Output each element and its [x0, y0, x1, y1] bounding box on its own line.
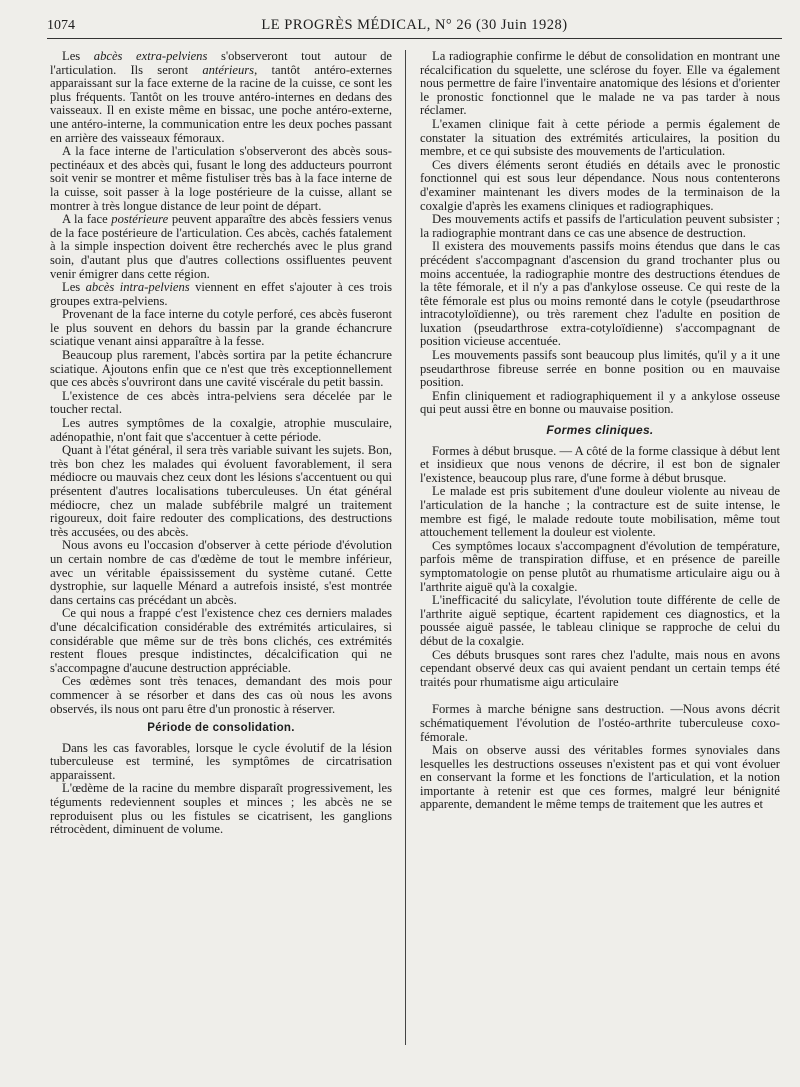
right-column	[420, 50, 780, 1050]
paragraph: Ces débuts brusques sont rares chez l'adulte, mais nous en avons cependant observé deux cas qui avaient pendant un certain temps été traités pour rhumatisme aigu articulaire	[420, 647, 780, 689]
paragraph: Ces symptômes locaux s'accompagnent d'évolution de température, parfois même de transpiration diffuse, et en présence de pareille symptomatologie on pense plutôt au rhumatisme articulaire aigu ou à l'arthrite aiguë qu'à la coxalgie.	[420, 538, 780, 594]
paragraph: Dans les cas favorables, lorsque le cycle évolutif de la lésion tuberculeuse est terminé, les symptômes de circatrisation apparaissent.	[50, 740, 392, 782]
paragraph: Les abcès intra-pelviens viennent en effet s'ajouter à ces trois groupes extra-pelviens.	[50, 280, 392, 308]
paragraph: La radiographie confirme le début de consolidation en montrant une récalcification du squelette, une sclérose du foyer. Elle va également nous permettre de faire l'inventaire anatomique des lésions et d'orienter le pronostic fonctionnel que le malade ne va pas tarder à nous réclamer.	[420, 50, 780, 118]
spacer	[420, 689, 780, 703]
paragraph: Nous avons eu l'occasion d'observer à cette période d'évolution un certain nombre de cas d'œdème de tout le membre inférieur, avec un véritable épaississement du système cutané. Cette dystrophie, sur laquelle Ménard a autrefois insisté, s'est montrée dans certains cas précédant un abcès.	[50, 538, 392, 607]
paragraph: Ces œdèmes sont très tenaces, demandant des mois pour commencer à se résorber et dans des cas où nous les avons observés, ils nous ont paru être d'un pronostic à réserver.	[50, 674, 392, 716]
paragraph: L'inefficacité du salicylate, l'évolution toute différente de celle de l'arthrite aiguë septique, écartent rapidement ces diagnostics, et la poussée aiguë passée, le tableau clinique se rapproche de celui du début de la coxalgie.	[420, 593, 780, 648]
paragraph: Enfin cliniquement et radiographiquement il y a ankylose osseuse qui peut aussi être en bonne ou mauvaise position.	[420, 388, 780, 417]
paragraph: Quant à l'état général, il sera très variable suivant les sujets. Bon, très bon chez les malades qui évoluent favorablement, il sera médiocre ou mauvais chez ceux dont les lésions s'accentuent ou qui présentent d'autres localisations tuberculeuses. Un état général médiocre, chez un malade subfébrile malgré un traitement rigoureux, doit faire redouter des complications, des destructions très accusées, ou des abcès.	[50, 443, 392, 539]
page-number: 1074	[47, 18, 75, 33]
left-column	[50, 50, 392, 1050]
paragraph: L'examen clinique fait à cette période a permis également de constater la situation des extrémités articulaires, la position du membre, et ce qui subsiste des mouvements de l'articulation.	[420, 116, 780, 159]
paragraph: Le malade est pris subitement d'une douleur violente au niveau de l'articulation de la hanche ; la contracture est de suite intense, le membre est figé, le malade redoute toute mobilisation, même tout attouchement tellement la douleur est violente.	[420, 484, 780, 540]
paragraph: L'existence de ces abcès intra-pelviens sera décelée par le toucher rectal.	[50, 388, 392, 417]
paragraph: Formes à marche bénigne sans destruction. —Nous avons décrit schématiquement l'évolution de l'ostéo-arthrite tuberculeuse coxo-fémorale.	[420, 702, 780, 744]
section-heading-formes-cliniques: Formes cliniques.	[546, 423, 654, 438]
paragraph: Les autres symptômes de la coxalgie, atrophie musculaire, adénopathie, n'ont fait que s'accentuer à cette période.	[50, 416, 392, 444]
running-title: LE PROGRÈS MÉDICAL, N° 26 (30 Juin 1928)	[261, 17, 568, 33]
column-divider	[405, 50, 406, 1045]
paragraph: Les abcès extra-pelviens s'observeront tout autour de l'articulation. Ils seront antérieurs, tantôt antéro-externes apparaissant sur la face externe de la racine de la cuisse, ce sont les plus fréquents. Tantôt on les trouve antéro-internes en dedans des vaisseaux. Il en existe même en bissac, une poche antéro-externe, une antéro-interne, la communication entre les deux poches passant en arrière des vaisseaux fémoraux.	[50, 50, 392, 145]
paragraph: Mais on observe aussi des véritables formes synoviales dans lesquelles les destructions osseuses n'existent pas et qui vont évoluer en conservant la forme et les fonctions de l'articulation, et la notion importante à retenir est que ces formes, malgré leur bénignité apparente, demandent le même temps de traitement que les autres et	[420, 743, 780, 812]
paragraph: A la face interne de l'articulation s'observeront des abcès sous-pectinéaux et des abcès qui, fusant le long des adducteurs pourront soit venir se montrer et même fistuliser très bas à la face interne de la cuisse, soit passer à la loge postérieure de la cuisse, allant se montrer à très longue distance de leur point de départ.	[50, 144, 392, 213]
paragraph: Il existera des mouvements passifs moins étendus que dans le cas précédent s'accompagnant d'ascension du grand trochanter plus ou moins accentuée, la radiographie montre des destructions étendues de la tête fémorale, et il n'y a pas d'ankylose osseuse. Ce qui reste de la tête fémorale est plus ou moins remonté dans le cotyle (pseudarthrose intracotyloïdienne), ou très rarement chez l'adulte en position de luxation (pseudarthrose extra-cotyloïdienne) s'accompagnant de position vicieuse accentuée.	[420, 239, 780, 349]
paragraph: L'œdème de la racine du membre disparaît progressivement, les téguments redeviennent souples et minces ; les abcès ne se reproduisent plus ou les fistules se cicatrisent, les ganglions rétrocèdent, diminuent de volume.	[50, 781, 392, 837]
paragraph: Des mouvements actifs et passifs de l'articulation peuvent subsister ; la radiographie montrant dans ce cas une absence de destruction.	[420, 212, 780, 240]
paragraph: Beaucoup plus rarement, l'abcès sortira par la petite échancrure sciatique. Ajoutons enfin que ce n'est que très exceptionnellement que ces abcès s'ouvriront dans une cavité viscérale du petit bassin.	[50, 348, 392, 390]
paragraph: Les mouvements passifs sont beaucoup plus limités, qu'il y a it une pseudarthrose fibreuse serrée en bonne position ou en mauvaise position.	[420, 348, 780, 390]
paragraph: Ce qui nous a frappé c'est l'existence chez ces derniers malades d'une décalcification considérable des extrémités articulaires, si considérable que même sur de très bons clichés, ces extrémités restent floues presque indistinctes, décalcification qui ne s'accompagne d'aucune destruction appréciable.	[50, 606, 392, 675]
page-header	[47, 14, 782, 39]
paragraph: Ces divers éléments seront étudiés en détails avec le pronostic fonctionnel qui est sous leur dépendance. Nous nous contenterons d'examiner maintenant les divers modes de la terminaison de la coxalgie d'après les examens cliniques et radiographiques.	[420, 157, 780, 213]
paragraph: Formes à début brusque. — A côté de la forme classique à début lent et insidieux que nous venons de décrire, il est bon de signaler l'existence, beaucoup plus rare, d'une forme à début brusque.	[420, 443, 780, 485]
paragraph: A la face postérieure peuvent apparaître des abcès fessiers venus de la face postérieure de l'articulation. Ces abcès, cachés fatalement à la simple inspection doivent être recherchés avec le plus grand soin, d'autant plus que d'autres collections ossifluentes peuvent venir émigrer dans cette région.	[50, 212, 392, 281]
paragraph: Provenant de la face interne du cotyle perforé, ces abcès fuseront le plus souvent en dehors du bassin par la grande échancrure sciatique venant ainsi apparaître à la fesse.	[50, 307, 392, 349]
section-heading-consolidation: Période de consolidation.	[147, 722, 295, 735]
